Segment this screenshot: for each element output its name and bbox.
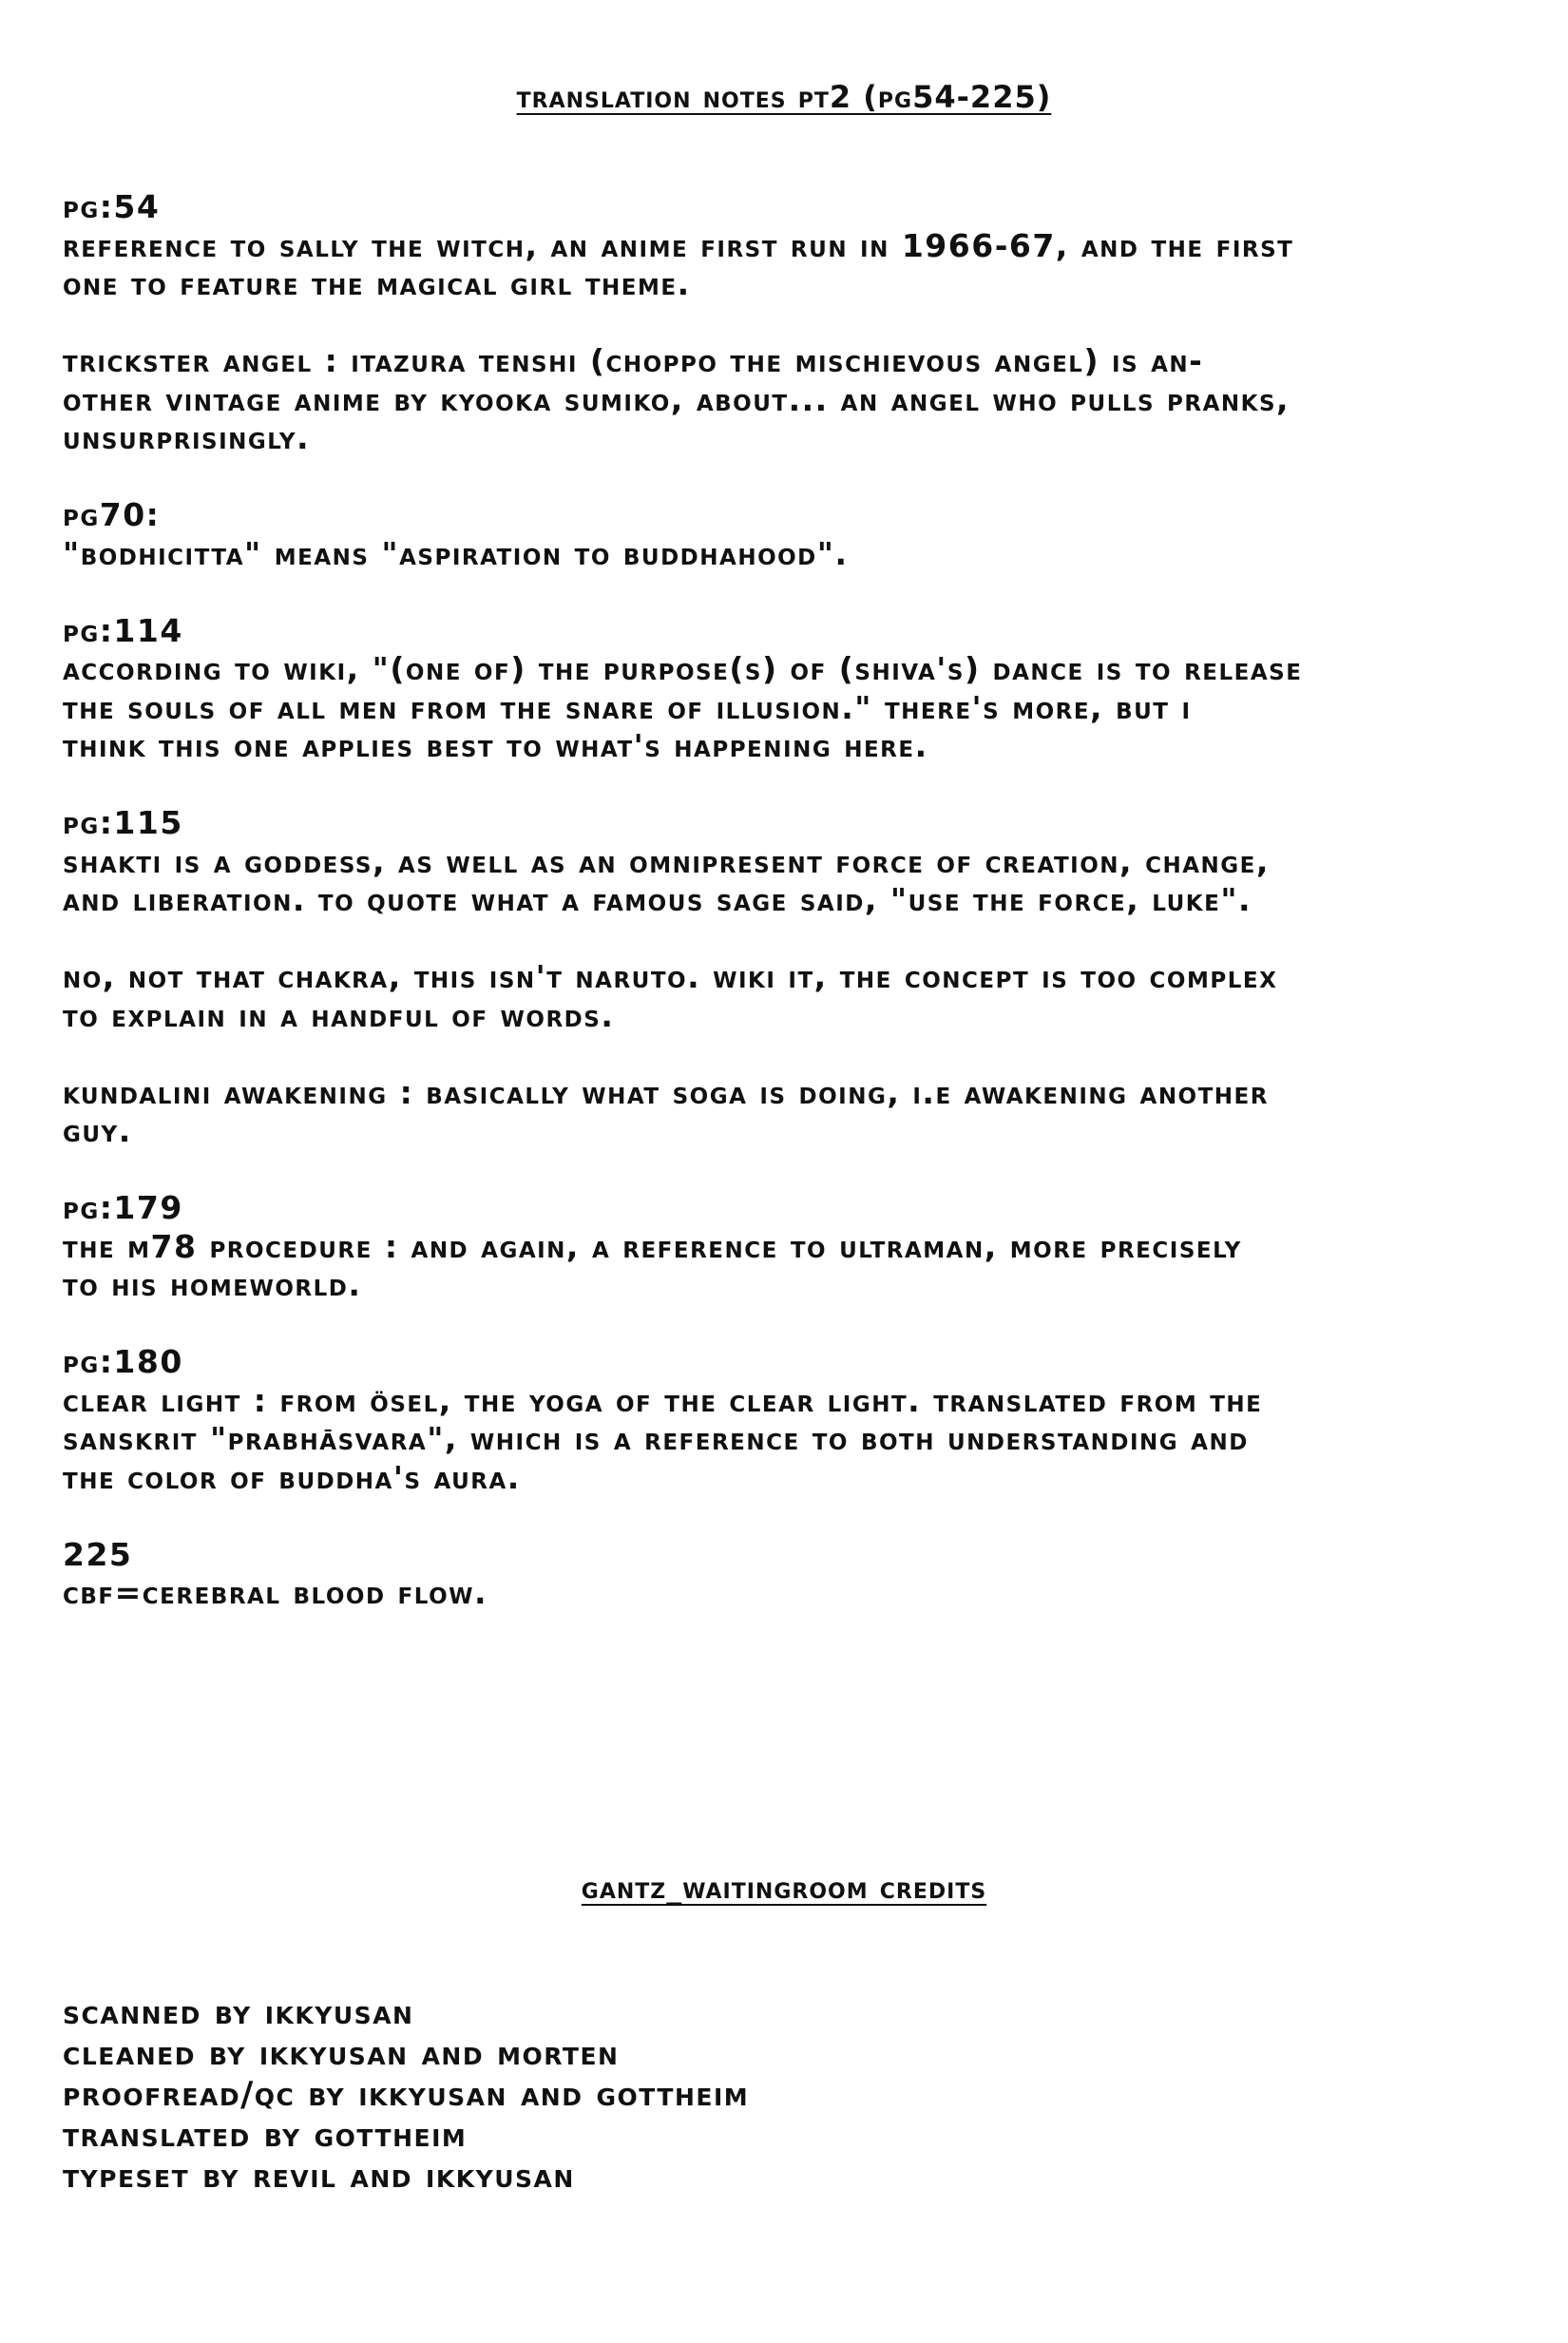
note-line: and liberation. to quote what a famous sage said, "use the force, luke". xyxy=(63,881,1252,918)
translation-notes xyxy=(63,188,1526,1613)
note-line: pg70: xyxy=(63,496,161,533)
note-line: guy. xyxy=(63,1112,132,1149)
note-line: the m78 procedure : and again, a reference to ultraman, more precisely xyxy=(63,1227,1242,1265)
note-line: kundalini awakening : basically what soga is doing, i.e awakening another xyxy=(63,1073,1269,1111)
note-line: trickster angel : itazura tenshi (choppo the mischievous angel) is an- xyxy=(63,342,1204,379)
note-line: other vintage anime by kyooka sumiko, about... an angel who pulls pranks, xyxy=(63,380,1291,418)
credits-list xyxy=(63,1992,1526,2197)
page-title: translation notes pt2 (pg54-225) xyxy=(516,79,1052,115)
note-line: according to wiki, "(one of) the purpose(s) of (shiva's) dance is to release xyxy=(63,650,1303,687)
note-line: 225 xyxy=(63,1535,133,1573)
note-line: no, not that chakra, this isn't naruto. wiki it, the concept is too complex xyxy=(63,958,1278,995)
note-block xyxy=(63,496,1526,573)
note-line: the color of buddha's aura. xyxy=(63,1458,521,1496)
note-block xyxy=(63,1074,1526,1151)
credit-line: proofread/qc by ikkyusan and gottheim xyxy=(63,2075,750,2114)
note-block xyxy=(63,1536,1526,1613)
note-line: think this one applies best to what's happening here. xyxy=(63,727,928,764)
note-line: pg:115 xyxy=(63,804,183,841)
note-block xyxy=(63,958,1526,1035)
note-line: shakti is a goddess, as well as an omnipresent force of creation, change, xyxy=(63,842,1270,880)
credit-line: typeset by revil and ikkyusan xyxy=(63,2157,575,2196)
credit-line: translated by gottheim xyxy=(63,2116,468,2155)
note-line: reference to sally the witch, an anime first run in 1966-67, and the first xyxy=(63,226,1294,264)
note-block xyxy=(63,804,1526,920)
note-line: pg:180 xyxy=(63,1343,183,1380)
credit-line: cleaned by ikkyusan and morten xyxy=(63,2034,620,2073)
note-line: clear light : from ösel, the yoga of the clear light. translated from the xyxy=(63,1381,1263,1419)
note-block xyxy=(63,612,1526,766)
note-block xyxy=(63,342,1526,458)
note-block xyxy=(63,1189,1526,1305)
credit-line: scanned by ikkyusan xyxy=(63,1993,414,2032)
note-line: pg:114 xyxy=(63,611,183,649)
note-line: sanskrit "prabhāsvara", which is a reference to both understanding and xyxy=(63,1420,1249,1457)
note-block xyxy=(63,188,1526,304)
note-line: cbf=cerebral blood flow. xyxy=(63,1574,488,1611)
note-line: pg:54 xyxy=(63,188,161,225)
note-block xyxy=(63,1343,1526,1497)
note-line: to explain in a handful of words. xyxy=(63,996,615,1034)
note-line: the souls of all men from the snare of illusion." there's more, but i xyxy=(63,688,1192,726)
note-line: unsurprisingly. xyxy=(63,419,311,456)
note-line: pg:179 xyxy=(63,1189,183,1226)
note-line: one to feature the magical girl theme. xyxy=(63,265,691,302)
note-line: "bodhicitta" means "aspiration to buddhahood". xyxy=(63,534,849,572)
credits-title: gantz_waitingroom credits xyxy=(581,1870,987,1906)
note-line: to his homeworld. xyxy=(63,1266,362,1303)
